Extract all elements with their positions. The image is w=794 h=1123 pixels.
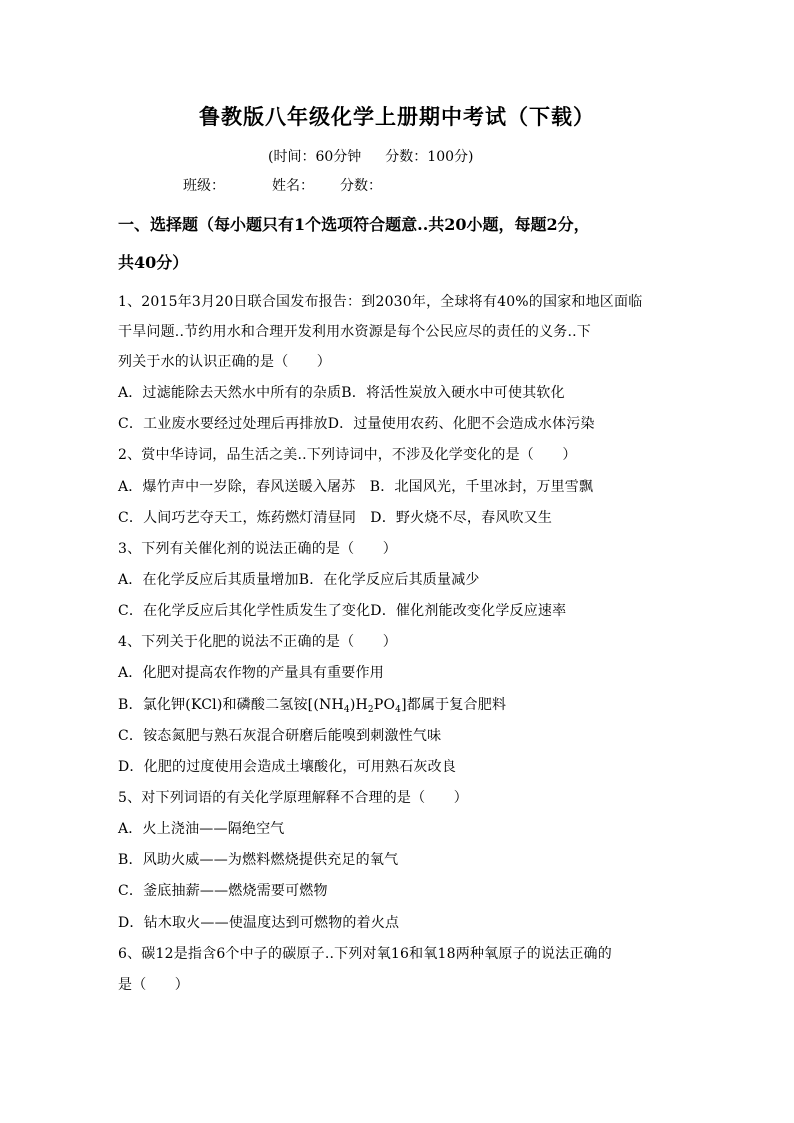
question-1-options-cd: C．工业废水要经过处理后再排放D．过量使用农药、化肥不会造成水体污染 xyxy=(118,416,595,432)
question-3-stem: 3、下列有关催化剂的说法正确的是（ ） xyxy=(118,541,397,557)
question-3-options-cd: C．在化学反应后其化学性质发生了变化D．催化剂能改变化学反应速率 xyxy=(118,603,567,619)
question-2-stem: 2、赏中华诗词，品生活之美..下列诗词中，不涉及化学变化的是（ ） xyxy=(118,447,577,463)
question-1-options-ab: A．过滤能除去天然水中所有的杂质B．将活性炭放入硬水中可使其软化 xyxy=(118,385,565,401)
question-6-stem: 6、碳12是指含6个中子的碳原子..下列对氧16和氧18两种氧原子的说法正确的 xyxy=(118,946,612,962)
question-5-option-d: D．钻木取火——使温度达到可燃物的着火点 xyxy=(118,915,400,931)
section-heading-cont: 共40分） xyxy=(118,253,189,272)
question-3-options-ab: A．在化学反应后其质量增加B．在化学反应后其质量减少 xyxy=(118,572,480,588)
question-4-option-a: A．化肥对提高农作物的产量具有重要作用 xyxy=(118,665,384,681)
section-heading: 一、选择题（每小题只有1个选项符合题意..共20小题，每题2分， xyxy=(118,215,590,234)
question-2-options-cd: C．人间巧艺夺天工，炼药燃灯清昼同 D．野火烧不尽，春风吹又生 xyxy=(118,510,553,526)
question-1-stem-cont: 列关于水的认识正确的是（ ） xyxy=(118,354,331,370)
time-info: (时间：60分钟 xyxy=(268,149,362,165)
question-4-option-c: C．铵态氮肥与熟石灰混合研磨后能嗅到刺激性气味 xyxy=(118,728,442,744)
question-4-stem: 4、下列关于化肥的说法不正确的是（ ） xyxy=(118,634,397,650)
question-5-option-a: A．火上浇油——隔绝空气 xyxy=(118,821,285,837)
question-5-stem: 5、对下列词语的有关化学原理解释不合理的是（ ） xyxy=(118,790,468,806)
score-info: 分数：100分) xyxy=(385,149,474,165)
question-1-stem-cont: 干旱问题..节约用水和合理开发利用水资源是每个公民应尽的责任的义务..下 xyxy=(118,324,591,340)
question-4-option-b: B．氯化钾(KCl)和磷酸二氢铵$[(NH_4)H_2PO_4]$都属于复合肥料 xyxy=(118,697,507,715)
name-label: 姓名： xyxy=(272,178,314,194)
student-info xyxy=(183,175,382,195)
question-6-stem-cont: 是（ ） xyxy=(118,977,189,993)
question-2-options-ab: A．爆竹声中一岁除，春风送暖入屠苏 B．北国风光，千里冰封，万里雪飘 xyxy=(118,479,594,495)
question-1-stem: 1、2015年3月20日联合国发布报告：到2030年，全球将有40%的国家和地区面临 xyxy=(118,294,643,310)
score-label: 分数： xyxy=(340,178,382,194)
question-5-option-c: C．釜底抽薪——燃烧需要可燃物 xyxy=(118,883,328,899)
class-label: 班级： xyxy=(183,178,225,194)
question-5-option-b: B．风助火威——为燃料燃烧提供充足的氧气 xyxy=(118,852,399,868)
page-title: 鲁教版八年级化学上册期中考试（下载） xyxy=(199,104,595,129)
question-4-option-d: D．化肥的过度使用会造成土壤酸化，可用熟石灰改良 xyxy=(118,759,457,775)
exam-meta xyxy=(268,146,473,166)
